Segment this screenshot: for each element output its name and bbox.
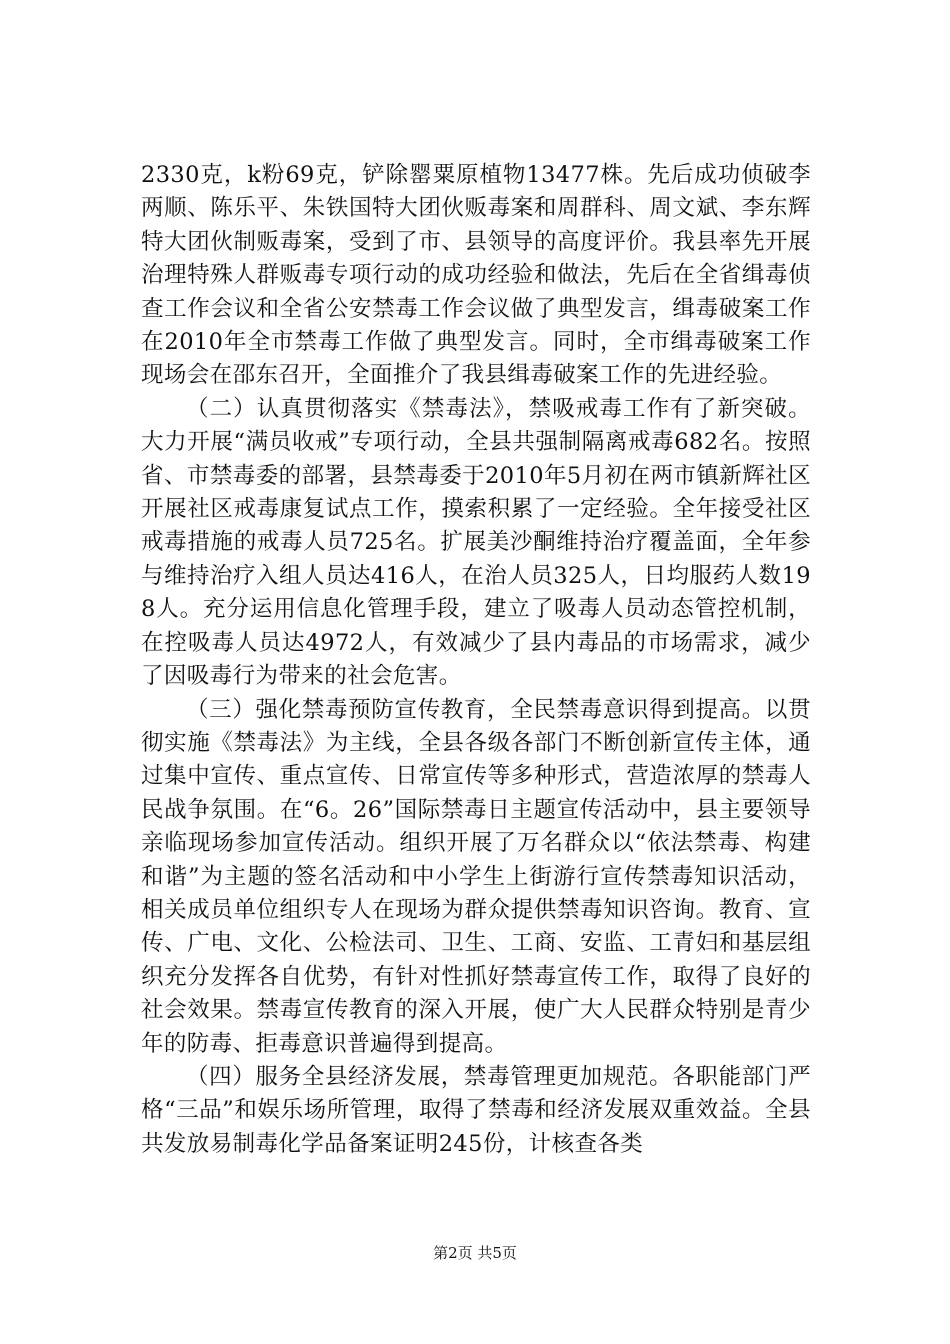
- document-body: [141, 159, 811, 1161]
- paragraph-4: （四）服务全县经济发展，禁毒管理更加规范。各职能部门严格“三品”和娱乐场所管理，取得了禁毒和经济发展双重效益。全县共发放易制毒化学品备案证明245份，计核查各类: [141, 1063, 811, 1157]
- paragraph-3: （三）强化禁毒预防宣传教育，全民禁毒意识得到提高。以贯彻实施《禁毒法》为主线，全县各级各部门不断创新宣传主体，通过集中宣传、重点宣传、日常宣传等多种形式，营造浓厚的禁毒人民战争氛围。在“6。26”国际禁毒日主题宣传活动中，县主要领导亲临现场参加宣传活动。组织开展了万名群众以“依法禁毒、构建和谐”为主题的签名活动和中小学生上街游行宣传禁毒知识活动，相关成员单位组织专人在现场为群众提供禁毒知识咨询。教育、宣传、广电、文化、公检法司、卫生、工商、安监、工青妇和基层组织充分发挥各自优势，有针对性抓好禁毒宣传工作，取得了良好的社会效果。禁毒宣传教育的深入开展，使广大人民群众特别是青少年的防毒、拒毒意识普遍得到提高。: [141, 696, 811, 1057]
- paragraph-2: （二）认真贯彻落实《禁毒法》，禁吸戒毒工作有了新突破。大力开展“满员收戒”专项行动，全县共强制隔离戒毒682名。按照省、市禁毒委的部署，县禁毒委于2010年5月初在两市镇新辉社区开展社区戒毒康复试点工作，摸索积累了一定经验。全年接受社区戒毒措施的戒毒人员725名。扩展美沙酮维持治疗覆盖面，全年参与维持治疗入组人员达416人，在治人员325人，日均服药人数198人。充分运用信息化管理手段，建立了吸毒人员动态管控机制，在控吸毒人员达4972人，有效减少了县内毒品的市场需求，减少了因吸毒行为带来的社会危害。: [141, 395, 811, 690]
- page-number-footer: 第2页 共5页: [433, 1244, 517, 1262]
- paragraph-1: 2330克，k粉69克，铲除罂粟原植物13477株。先后成功侦破李两顺、陈乐平、朱铁国特大团伙贩毒案和周群科、周文斌、李东辉特大团伙制贩毒案，受到了市、县领导的高度评价。我县率先开展治理特殊人群贩毒专项行动的成功经验和做法，先后在全省缉毒侦查工作会议和全省公安禁毒工作会议做了典型发言，缉毒破案工作在2010年全市禁毒工作做了典型发言。同时，全市缉毒破案工作现场会在邵东召开，全面推介了我县缉毒破案工作的先进经验。: [141, 162, 811, 389]
